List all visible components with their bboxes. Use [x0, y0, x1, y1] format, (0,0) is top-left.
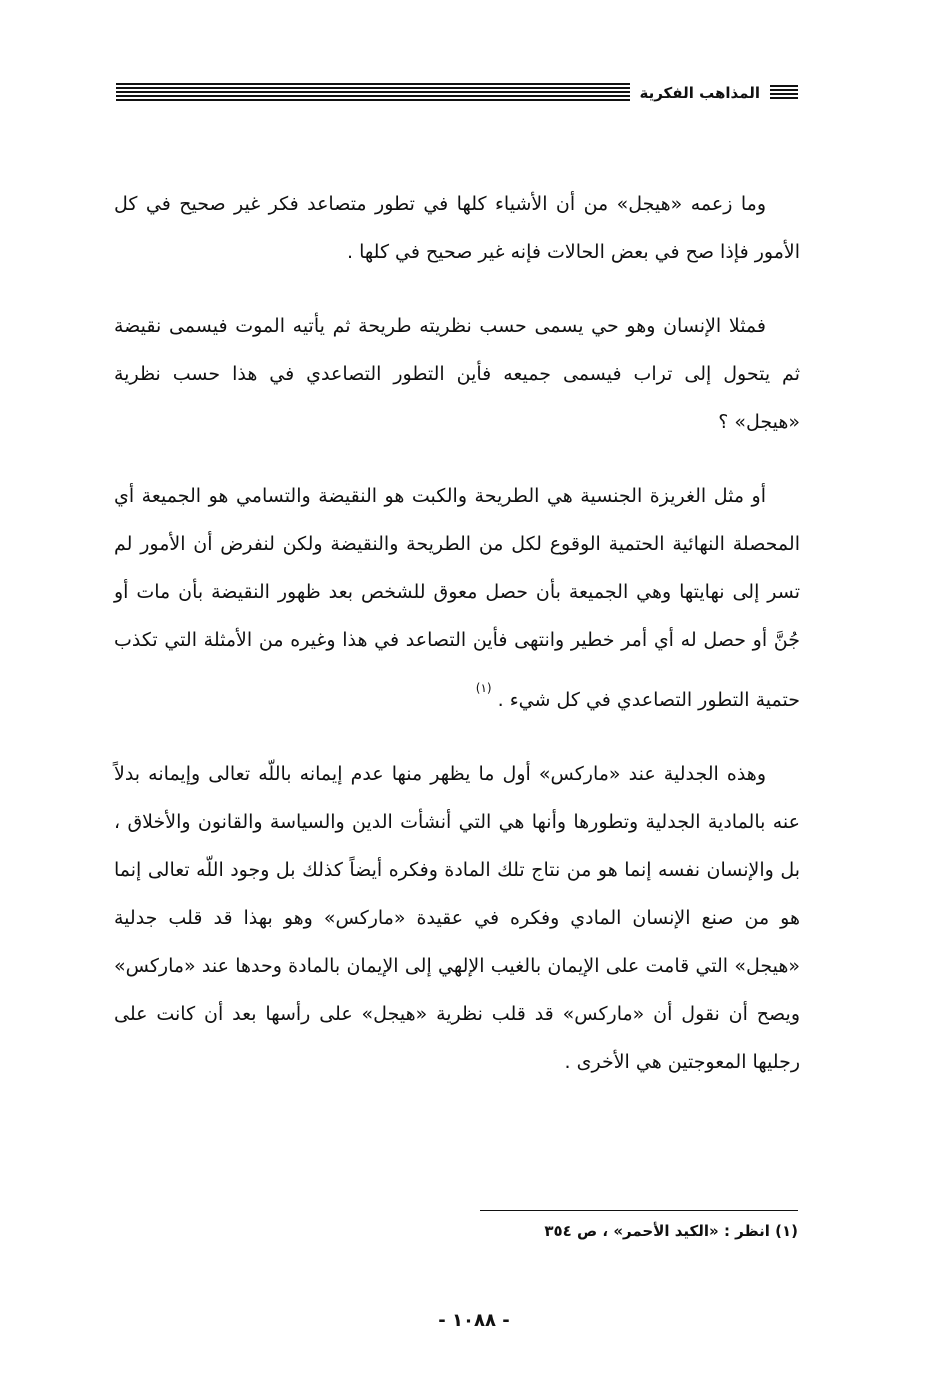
running-header	[116, 80, 798, 106]
paragraph-2: فمثلا الإنسان وهو حي يسمى حسب نظريته طريحة ثم يأتيه الموت فيسمى نقيضة ثم يتحول إلى تراب فيسمى جميعه فأين التطور التصاعدي في هذا حسب نظرية «هيجل» ؟	[114, 315, 800, 433]
footnote-divider	[480, 1210, 798, 1211]
header-decorative-lines	[116, 83, 630, 103]
paragraph-3-text: أو مثل الغريزة الجنسية هي الطريحة والكبت هو النقيضة والتسامي هو الجميعة أي المحصلة النهائية الحتمية الوقوع لكل من الطريحة والنقيضة ولكن لنفرض أن الأمور لم تسر إلى نهايتها وهي الجميعة بأن حصل معوق للشخص بعد ظهور النقيضة بأن مات أو جُنَّ أو حصل له أي أمر خطير وانتهى فأين التصاعد في هذا وغيره من الأمثلة التي تكذب حتمية التطور التصاعدي في كل شيء .	[114, 485, 800, 711]
footnote: (١) انظر : «الكيد الأحمر» ، ص ٣٥٤	[544, 1222, 798, 1240]
paragraph-3	[114, 472, 800, 724]
main-text	[114, 180, 800, 1112]
header-decorative-lines-right	[770, 85, 798, 101]
page-number: - ١٠٨٨ -	[438, 1310, 510, 1331]
paragraph-1: وما زعمه «هيجل» من أن الأشياء كلها في تطور متصاعد فكر غير صحيح في كل الأمور فإذا صح في بعض الحالات فإنه غير صحيح في كلها .	[114, 193, 800, 263]
paragraph-4: وهذه الجدلية عند «ماركس» أول ما يظهر منها عدم إيمانه باللّه تعالى وإيمانه بدلاً عنه بالمادية الجدلية وتطورها وأنها هي التي أنشأت الدين والسياسة والقانون والأخلاق ، بل والإنسان نفسه إنما هو من نتاج تلك المادة وفكره أيضاً كذلك بل وجود اللّه تعالى إنما هو من صنع الإنسان المادي وفكره في عقيدة «ماركس» وهو بهذا قد قلب جدلية «هيجل» التي قامت على الإيمان بالغيب الإلهي إلى الإيمان بالمادة وحدها عند «ماركس» ويصح أن نقول أن «ماركس» قد قلب نظرية «هيجل» على رأسها بعد أن كانت على رجليها المعوجتين هي الأخرى .	[114, 763, 800, 1073]
footnote-reference: (١)	[475, 681, 492, 695]
header-title: المذاهب الفكرية	[639, 84, 760, 102]
